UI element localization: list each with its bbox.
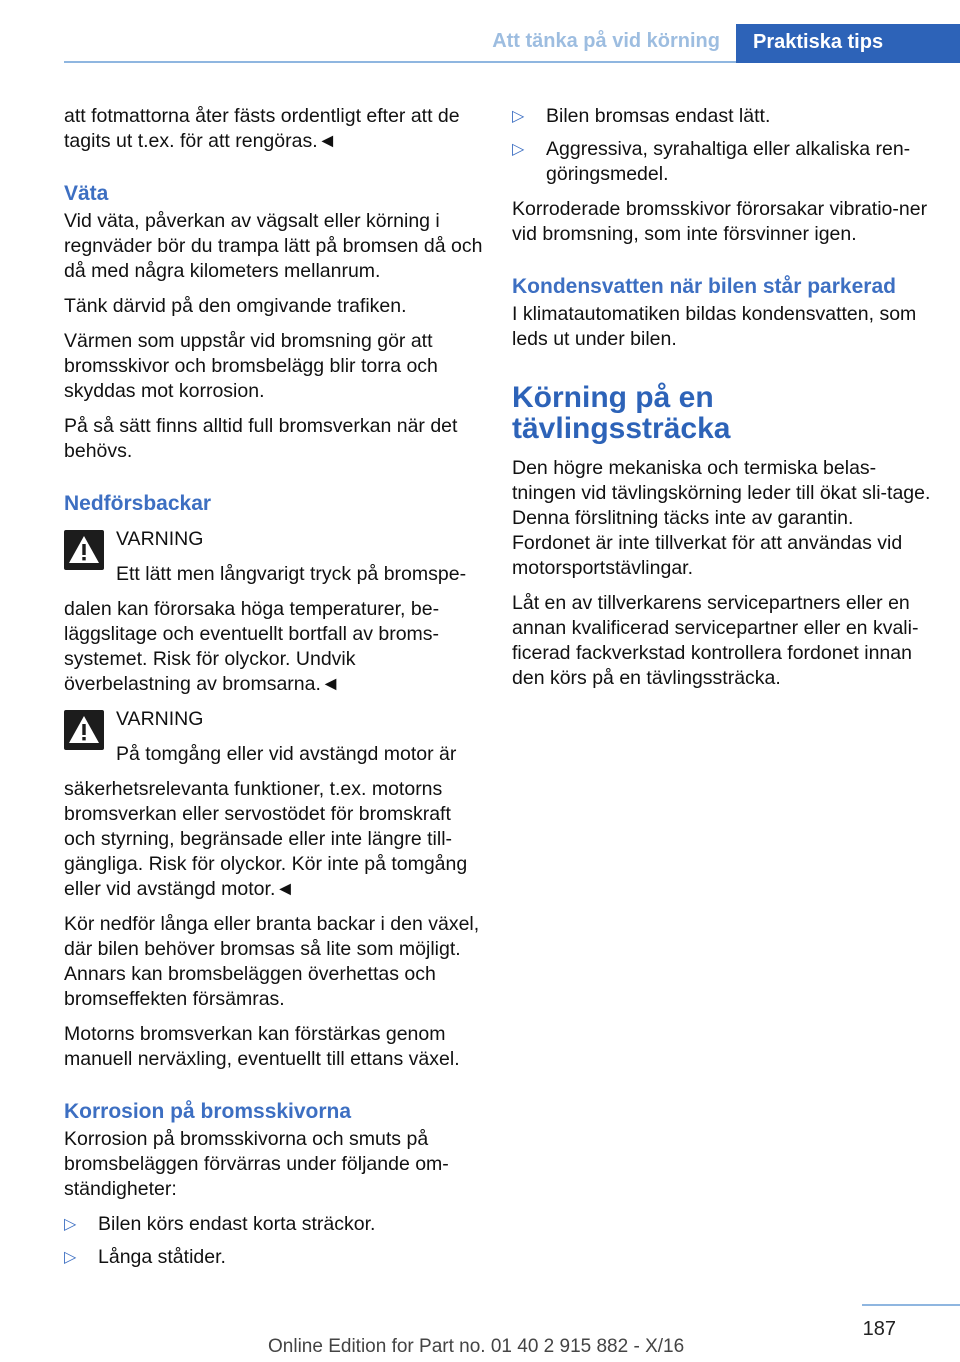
vata-paragraph-2: Tänk därvid på den omgivande trafiken.: [64, 295, 407, 317]
right-column: [512, 104, 932, 701]
warning-box-2: [64, 707, 484, 902]
list-item-text: Bilen körs endast korta sträckor.: [98, 1213, 376, 1235]
korrosion-paragraph-1: Korrosion på bromsskivorna och smuts på bromsbeläggen förvärras under följande om-ständigheter:: [64, 1128, 449, 1200]
list-item: [64, 1245, 484, 1270]
list-item: [512, 104, 932, 129]
heading-vata: Väta: [64, 182, 109, 205]
warning-text-1: dalen kan förorsaka höga temperaturer, be-läggslitage och eventuellt bortfall av broms-systemet. Risk för olyckor. Undvik överbelastning av bromsarna.◄: [64, 598, 440, 695]
triangle-bullet-icon: ▷: [64, 1216, 77, 1233]
online-edition-note: Online Edition for Part no. 01 40 2 915 882 - X/16: [268, 1336, 685, 1357]
korrosion-list-right: [512, 104, 932, 187]
heading-korning-tavlingsstracka: Körning på en tävlingssträcka: [512, 381, 731, 445]
footer-rule: [862, 1304, 960, 1306]
list-item-text: Aggressiva, syrahaltiga eller alkaliska ren-göringsmedel.: [546, 138, 911, 185]
heading-kondensvatten: Kondensvatten när bilen står parkerad: [512, 275, 896, 298]
heading-korrosion: Korrosion på bromsskivorna: [64, 1100, 352, 1123]
header-chapter-tab: [736, 24, 960, 63]
warning-box-1: [64, 527, 484, 697]
vata-paragraph-3: Värmen som uppstår vid bromsning gör att bromsskivor och bromsbelägg blir torra och skyddas mot korrosion.: [64, 330, 438, 402]
tavling-paragraph-1: Den högre mekaniska och termiska belas-tningen vid tävlingskörning leder till ökat sli-tage. Denna förslitning täcks inte av garantin. Fordonet är inte tillverkat för att användas vid motorsportstävlingar.: [512, 457, 931, 579]
warning-first-line-1: Ett lätt men långvarigt tryck på bromspe-: [116, 563, 467, 585]
list-item-text: Bilen bromsas endast lätt.: [546, 105, 771, 127]
triangle-bullet-icon: ▷: [512, 141, 525, 158]
list-item-text: Långa ståtider.: [98, 1246, 226, 1268]
vata-paragraph-4: På så sätt finns alltid full bromsverkan när det behövs.: [64, 415, 458, 462]
korrosion-list-left: [64, 1212, 484, 1270]
intro-paragraph: att fotmattorna åter fästs ordentligt efter att de tagits ut t.ex. för att rengöras.◄: [64, 105, 460, 152]
warning-first-line-2: På tomgång eller vid avstängd motor är: [116, 743, 457, 765]
header-chapter-label: Praktiska tips: [753, 31, 884, 53]
header-section-title: Att tänka på vid körning: [492, 30, 720, 52]
page-number: 187: [862, 1318, 896, 1340]
warning-text-2: säkerhetsrelevanta funktioner, t.ex. motorns bromsverkan eller servostödet för bromskraft och styrning, begränsade eller inte längre till-gängliga. Risk för olyckor. Kör inte på tomgång eller vid avstängd motor.◄: [64, 778, 468, 900]
warning-triangle-icon: [64, 710, 104, 750]
tavling-paragraph-2: Låt en av tillverkarens servicepartners eller en annan kvalificerad servicepartner eller en kvali-ficerad fackverkstad kontrollera fordonet innan den körs på en tävlingssträcka.: [512, 592, 919, 689]
nedforsbackar-paragraph-1: Kör nedför långa eller branta backar i den växel, där bilen behöver bromsas så lite som möjligt. Annars kan bromsbeläggen överhettas och bromseffekten försämras.: [64, 913, 480, 1010]
list-item: [512, 137, 932, 187]
korrosion-paragraph-2: Korroderade bromsskivor förorsakar vibratio-ner vid bromsning, som inte försvinner igen.: [512, 198, 928, 245]
nedforsbackar-paragraph-2: Motorns bromsverkan kan förstärkas genom manuell nerväxling, eventuellt till ettans växel.: [64, 1023, 460, 1070]
kondensvatten-paragraph: I klimatautomatiken bildas kondensvatten, som leds ut under bilen.: [512, 303, 917, 350]
heading-nedforsbackar: Nedförsbackar: [64, 492, 212, 515]
vata-paragraph-1: Vid väta, påverkan av vägsalt eller körning i regnväder bör du trampa lätt på bromsen då och då med några kilometers mellanrum.: [64, 210, 483, 282]
triangle-bullet-icon: ▷: [64, 1249, 77, 1266]
list-item: [64, 1212, 484, 1237]
warning-label-2: VARNING: [116, 708, 204, 730]
left-column: [64, 104, 484, 1280]
warning-label-1: VARNING: [116, 528, 204, 550]
triangle-bullet-icon: ▷: [512, 108, 525, 125]
warning-triangle-icon: [64, 530, 104, 570]
